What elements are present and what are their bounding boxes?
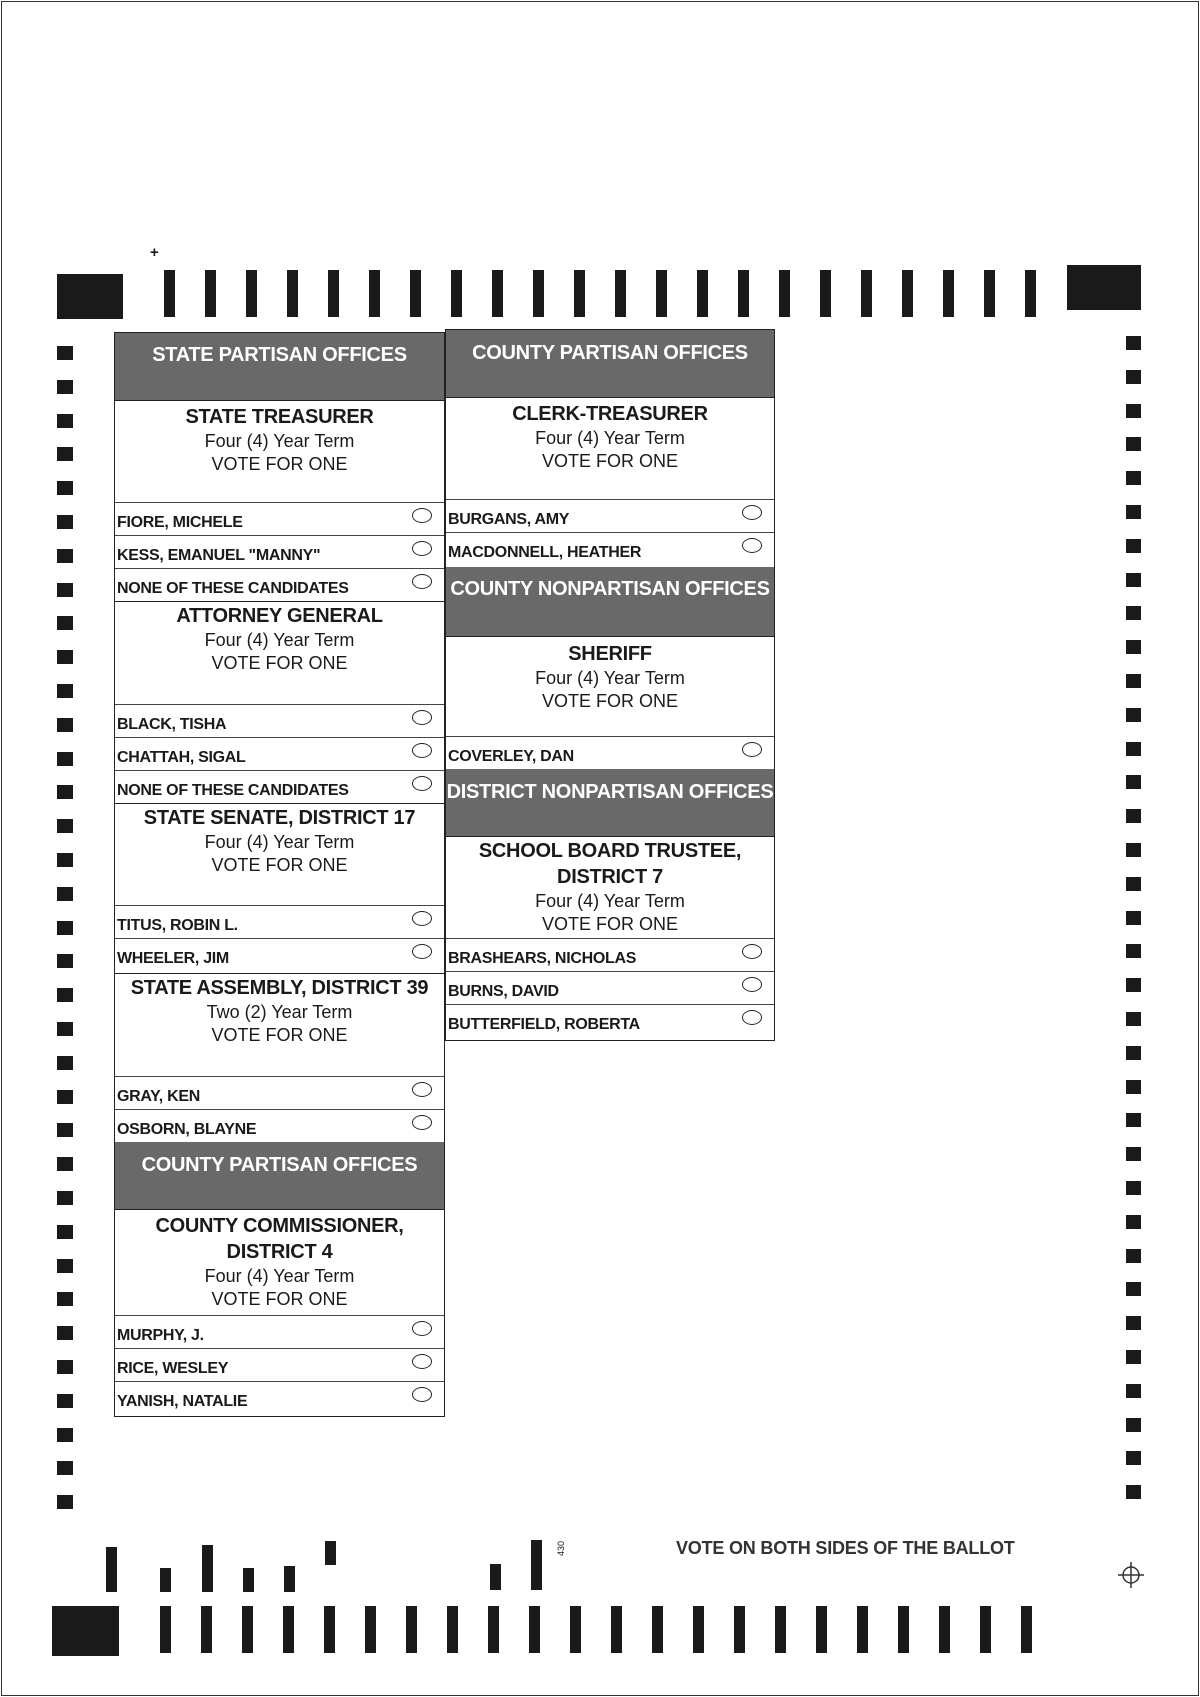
candidate-name: NONE OF THESE CANDIDATES (117, 782, 349, 799)
timing-mark-bottom (734, 1606, 745, 1653)
candidate-name: BLACK, TISHA (117, 716, 227, 733)
timing-mark-bottom (775, 1606, 786, 1653)
timing-mark-left (57, 921, 73, 935)
candidate-row[interactable] (115, 938, 444, 971)
timing-mark-top (820, 270, 831, 317)
timing-mark-right (1126, 1080, 1141, 1094)
candidate-name: BURNS, DAVID (448, 983, 559, 1000)
timing-mark-top (943, 270, 954, 317)
timing-mark-left (57, 1022, 73, 1036)
timing-mark-right (1126, 674, 1141, 688)
race-attorney-general (115, 601, 444, 704)
race-sheriff (446, 636, 774, 736)
vote-oval[interactable] (742, 1010, 762, 1025)
race-state-treasurer (115, 400, 444, 502)
timing-mark-left (57, 1157, 73, 1171)
race-title: ATTORNEY GENERAL (176, 605, 383, 627)
candidate-name: COVERLEY, DAN (448, 748, 574, 765)
vote-oval[interactable] (412, 911, 432, 926)
vote-oval[interactable] (412, 776, 432, 791)
timing-mark-left (57, 887, 73, 901)
id-code-mark (106, 1547, 117, 1592)
timing-mark-top (328, 270, 339, 317)
vote-oval[interactable] (742, 977, 762, 992)
timing-mark-right (1126, 1046, 1141, 1060)
timing-mark-right (1126, 1350, 1141, 1364)
timing-mark-left (57, 752, 73, 766)
timing-mark-left (57, 1191, 73, 1205)
timing-mark-right (1126, 336, 1141, 350)
timing-mark-left (57, 583, 73, 597)
vote-oval[interactable] (412, 944, 432, 959)
timing-mark-right (1126, 573, 1141, 587)
vote-oval[interactable] (412, 541, 432, 556)
id-code-mark (243, 1568, 254, 1592)
vote-oval[interactable] (742, 742, 762, 757)
timing-mark-left (57, 380, 73, 394)
timing-mark-top (861, 270, 872, 317)
id-code-mark (490, 1564, 501, 1590)
timing-mark-right (1126, 775, 1141, 789)
timing-mark-left (57, 1292, 73, 1306)
timing-mark-right (1126, 539, 1141, 553)
race-term: Four (4) Year Term (204, 630, 355, 650)
timing-mark-bottom (529, 1606, 540, 1653)
ballot-style-code: 430 (556, 1540, 566, 1556)
candidate-row[interactable] (115, 737, 444, 770)
timing-mark-left (57, 718, 73, 732)
timing-mark-right (1126, 1181, 1141, 1195)
id-code-mark (325, 1541, 336, 1565)
race-instructions: VOTE FOR ONE (541, 691, 678, 711)
candidate-row[interactable] (115, 1315, 444, 1348)
race-instructions: VOTE FOR ONE (211, 1025, 348, 1045)
timing-mark-bottom (160, 1606, 171, 1653)
ballot-column-2 (445, 329, 775, 1041)
timing-mark-bottom (283, 1606, 294, 1653)
timing-mark-left (57, 954, 73, 968)
race-school-board (446, 836, 774, 938)
timing-mark-top (246, 270, 257, 317)
timing-mark-left (57, 1428, 73, 1442)
timing-mark-top (984, 270, 995, 317)
candidate-row[interactable] (446, 532, 774, 565)
timing-mark-bottom (939, 1606, 950, 1653)
vote-oval[interactable] (412, 1115, 432, 1130)
race-term: Four (4) Year Term (535, 428, 685, 448)
candidate-name: CHATTAH, SIGAL (117, 749, 246, 766)
timing-mark-left (57, 414, 73, 428)
vote-oval[interactable] (742, 538, 762, 553)
timing-mark-top (369, 270, 380, 317)
timing-mark-right (1126, 606, 1141, 620)
timing-mark-left (57, 616, 73, 630)
timing-mark-left (57, 988, 73, 1002)
id-code-mark (202, 1545, 213, 1592)
timing-mark-top (492, 270, 503, 317)
timing-mark-left (57, 1225, 73, 1239)
candidate-name: NONE OF THESE CANDIDATES (117, 580, 349, 597)
candidate-row[interactable] (115, 535, 444, 568)
race-title: STATE ASSEMBLY, DISTRICT 39 (130, 977, 429, 999)
timing-mark-right (1126, 877, 1141, 891)
section-header: STATE PARTISAN OFFICES (115, 333, 444, 400)
timing-mark-bottom (365, 1606, 376, 1653)
race-state-senate (115, 803, 444, 905)
timing-mark-right (1126, 1249, 1141, 1263)
timing-mark-left (57, 819, 73, 833)
timing-mark-right (1126, 911, 1141, 925)
timing-mark-left (57, 1495, 73, 1509)
timing-mark-left (57, 1090, 73, 1104)
vote-oval[interactable] (742, 505, 762, 520)
timing-mark-top (1025, 270, 1036, 317)
timing-mark-top (410, 270, 421, 317)
timing-mark-top (164, 270, 175, 317)
timing-mark-bottom (857, 1606, 868, 1653)
candidate-row[interactable] (115, 1348, 444, 1381)
race-title: COUNTY COMMISSIONER, (155, 1215, 404, 1237)
vote-oval[interactable] (742, 944, 762, 959)
candidate-row[interactable] (115, 704, 444, 737)
timing-mark-right (1126, 437, 1141, 451)
race-instructions: VOTE FOR ONE (541, 451, 678, 471)
candidate-name: RICE, WESLEY (117, 1360, 229, 1377)
race-term: Four (4) Year Term (204, 1266, 355, 1286)
timing-mark-left (57, 1056, 73, 1070)
timing-mark-right (1126, 978, 1141, 992)
timing-mark-bottom (242, 1606, 253, 1653)
candidate-name: BRASHEARS, NICHOLAS (448, 950, 637, 967)
candidate-row[interactable] (115, 1109, 444, 1142)
race-instructions: VOTE FOR ONE (541, 914, 678, 934)
timing-mark-right (1126, 742, 1141, 756)
timing-mark-bottom (324, 1606, 335, 1653)
candidate-row[interactable] (115, 1381, 444, 1414)
race-title: STATE SENATE, DISTRICT 17 (143, 807, 416, 829)
vote-oval[interactable] (412, 1082, 432, 1097)
candidate-row[interactable] (446, 499, 774, 532)
timing-mark-top (451, 270, 462, 317)
timing-mark-left (57, 853, 73, 867)
timing-mark-top (779, 270, 790, 317)
footer-instruction: VOTE ON BOTH SIDES OF THE BALLOT (676, 1538, 1015, 1558)
timing-mark-top (287, 270, 298, 317)
id-code-mark (284, 1566, 295, 1592)
timing-mark-left (57, 785, 73, 799)
timing-mark-bottom (611, 1606, 622, 1653)
candidate-row[interactable] (115, 568, 444, 601)
candidate-name: GRAY, KEN (117, 1088, 200, 1105)
candidate-name: OSBORN, BLAYNE (117, 1121, 257, 1138)
race-state-assembly (115, 973, 444, 1076)
race-term: Two (2) Year Term (206, 1002, 353, 1022)
candidate-name: FIORE, MICHELE (117, 514, 243, 531)
race-instructions: VOTE FOR ONE (211, 855, 348, 875)
timing-mark-bottom (980, 1606, 991, 1653)
candidate-row[interactable] (115, 502, 444, 535)
timing-mark-left (57, 346, 73, 360)
timing-mark-right (1126, 809, 1141, 823)
candidate-name: TITUS, ROBIN L. (117, 917, 238, 934)
candidate-name: BURGANS, AMY (448, 511, 570, 528)
timing-mark-right (1126, 1113, 1141, 1127)
timing-corner-mark (1067, 265, 1141, 310)
section-header: COUNTY PARTISAN OFFICES (446, 330, 774, 397)
crosshair-icon (1118, 1562, 1144, 1588)
timing-mark-right (1126, 471, 1141, 485)
candidate-name: KESS, EMANUEL "MANNY" (117, 547, 321, 564)
candidate-row[interactable] (446, 1004, 774, 1037)
timing-mark-top (533, 270, 544, 317)
timing-mark-right (1126, 505, 1141, 519)
timing-mark-right (1126, 708, 1141, 722)
race-title: SCHOOL BOARD TRUSTEE, (478, 840, 742, 862)
timing-mark-left (57, 447, 73, 461)
race-term: Four (4) Year Term (535, 668, 685, 688)
candidate-name: BUTTERFIELD, ROBERTA (448, 1016, 640, 1033)
timing-mark-bottom (816, 1606, 827, 1653)
timing-corner-mark (57, 274, 123, 319)
race-title: SHERIFF (568, 643, 652, 665)
section-header: COUNTY NONPARTISAN OFFICES (446, 567, 774, 636)
timing-mark-left (57, 1123, 73, 1137)
timing-mark-bottom (201, 1606, 212, 1653)
section-header: COUNTY PARTISAN OFFICES (115, 1142, 444, 1209)
timing-mark-right (1126, 1215, 1141, 1229)
race-term: Four (4) Year Term (535, 891, 685, 911)
timing-mark-left (57, 1259, 73, 1273)
race-term: Four (4) Year Term (204, 832, 355, 852)
timing-mark-top (697, 270, 708, 317)
vote-oval[interactable] (412, 1354, 432, 1369)
timing-mark-top (205, 270, 216, 317)
candidate-row[interactable] (115, 1076, 444, 1109)
race-title-line2: DISTRICT 7 (557, 866, 663, 888)
id-code-mark (160, 1568, 171, 1592)
candidate-name: WHEELER, JIM (117, 950, 229, 967)
vote-oval[interactable] (412, 743, 432, 758)
race-title: CLERK-TREASURER (512, 403, 708, 425)
race-county-commissioner (115, 1209, 444, 1313)
timing-mark-right (1126, 404, 1141, 418)
timing-mark-left (57, 684, 73, 698)
timing-mark-bottom (447, 1606, 458, 1653)
timing-mark-bottom (488, 1606, 499, 1653)
timing-mark-bottom (1021, 1606, 1032, 1653)
candidate-row[interactable] (446, 938, 774, 971)
timing-mark-right (1126, 1485, 1141, 1499)
timing-mark-top (574, 270, 585, 317)
ballot-column-1 (114, 332, 445, 1417)
timing-mark-left (57, 650, 73, 664)
race-instructions: VOTE FOR ONE (211, 1289, 348, 1309)
candidate-name: YANISH, NATALIE (117, 1393, 248, 1410)
candidate-name: MACDONNELL, HEATHER (448, 544, 642, 561)
timing-mark-right (1126, 370, 1141, 384)
vote-oval[interactable] (412, 1387, 432, 1402)
race-title: STATE TREASURER (185, 406, 374, 428)
timing-mark-right (1126, 1282, 1141, 1296)
section-header: DISTRICT NONPARTISAN OFFICES (446, 769, 774, 836)
timing-mark-left (57, 1326, 73, 1340)
race-title-line2: DISTRICT 4 (226, 1241, 333, 1263)
vote-oval[interactable] (412, 508, 432, 523)
race-term: Four (4) Year Term (204, 431, 355, 451)
timing-mark-right (1126, 640, 1141, 654)
id-code-mark (531, 1540, 542, 1590)
timing-mark-left (57, 1394, 73, 1408)
timing-mark-top (656, 270, 667, 317)
timing-mark-bottom (898, 1606, 909, 1653)
timing-mark-bottom (693, 1606, 704, 1653)
timing-mark-bottom (406, 1606, 417, 1653)
timing-mark-left (57, 515, 73, 529)
timing-mark-right (1126, 1012, 1141, 1026)
timing-corner-mark (52, 1606, 119, 1656)
timing-mark-left (57, 549, 73, 563)
timing-mark-bottom (570, 1606, 581, 1653)
race-clerk-treasurer (446, 397, 774, 499)
timing-mark-top (738, 270, 749, 317)
timing-mark-right (1126, 843, 1141, 857)
timing-mark-left (57, 1360, 73, 1374)
timing-mark-right (1126, 1384, 1141, 1398)
timing-mark-left (57, 481, 73, 495)
candidate-row[interactable] (446, 971, 774, 1004)
candidate-row[interactable] (446, 736, 774, 769)
timing-mark-left (57, 1461, 73, 1475)
timing-mark-top (615, 270, 626, 317)
timing-mark-right (1126, 1316, 1141, 1330)
timing-mark-right (1126, 944, 1141, 958)
registration-plus: + (150, 244, 159, 261)
candidate-row[interactable] (115, 770, 444, 803)
vote-oval[interactable] (412, 1321, 432, 1336)
timing-mark-right (1126, 1451, 1141, 1465)
candidate-row[interactable] (115, 905, 444, 938)
vote-oval[interactable] (412, 574, 432, 589)
race-instructions: VOTE FOR ONE (211, 454, 348, 474)
timing-mark-right (1126, 1147, 1141, 1161)
candidate-name: MURPHY, J. (117, 1327, 204, 1344)
timing-mark-bottom (652, 1606, 663, 1653)
timing-mark-top (902, 270, 913, 317)
vote-oval[interactable] (412, 710, 432, 725)
race-instructions: VOTE FOR ONE (211, 653, 348, 673)
timing-mark-right (1126, 1418, 1141, 1432)
